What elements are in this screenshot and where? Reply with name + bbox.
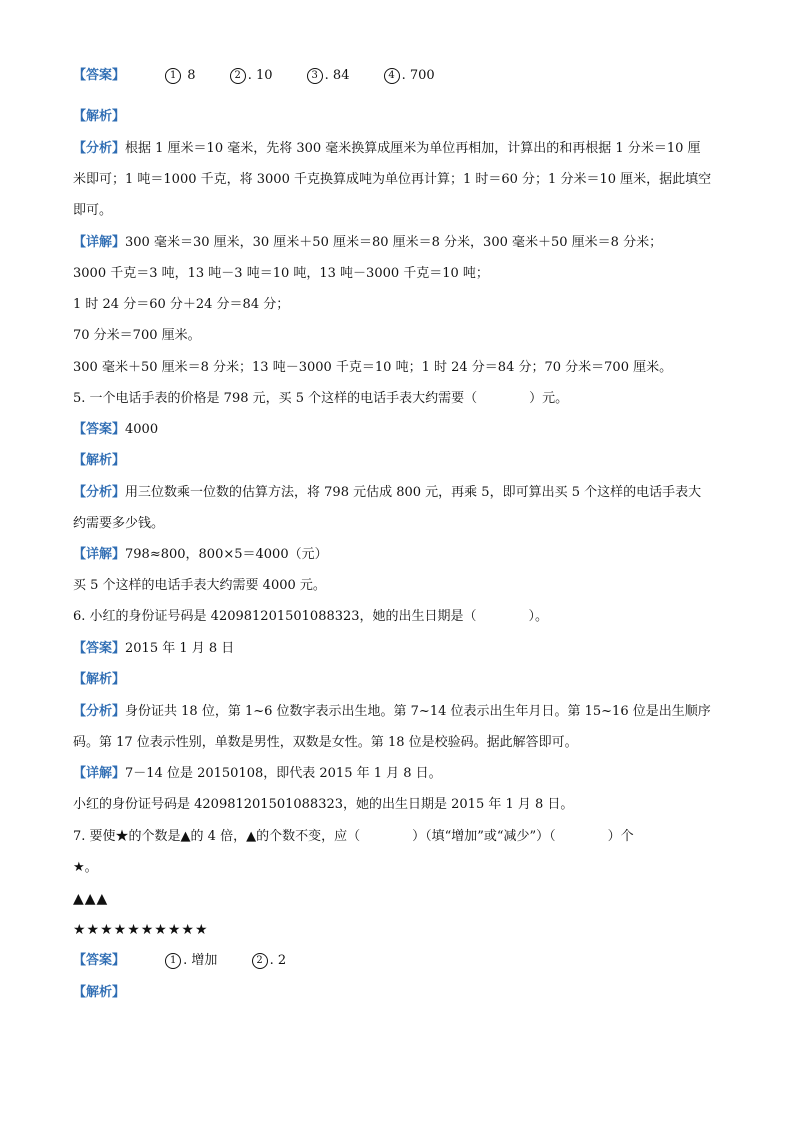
xiangjie-line: 【详解】300 毫米＝30 厘米，30 厘米＋50 厘米＝80 厘米＝8 分米，300 毫米＋50 厘米＝8 分米； bbox=[73, 235, 663, 250]
circled-number: 2 bbox=[252, 953, 268, 969]
fenxi-line: 【分析】用三位数乘一位数的估算方法，将 798 元估成 800 元，再乘 5，即可算出买 5 个这样的电话手表大 bbox=[73, 485, 702, 500]
text-line: 即可。 bbox=[73, 203, 113, 218]
answer-tag: 【答案】 bbox=[73, 953, 126, 968]
text-line: 小红的身份证号码是 420981201501088323，她的出生日期是 2015 年 1 月 8 日。 bbox=[73, 797, 574, 812]
analysis-heading: 【解析】 bbox=[73, 109, 126, 124]
circled-number: 1 bbox=[165, 68, 181, 84]
triangles-row: ▲▲▲ bbox=[73, 891, 109, 907]
answer-item-1: 1 . 增加 bbox=[165, 953, 217, 968]
xiangjie-tag: 【详解】 bbox=[73, 547, 126, 562]
fenxi-line: 【分析】根据 1 厘米＝10 毫米，先将 300 毫米换算成厘米为单位再相加，计算出的和再根据 1 分米＝10 厘 bbox=[73, 141, 701, 156]
text-line: 70 分米＝700 厘米。 bbox=[73, 328, 201, 343]
fenxi-line: 【分析】身份证共 18 位，第 1~6 位数字表示出生地。第 7~14 位表示出生年月日。第 15~16 位是出生顺序 bbox=[73, 704, 711, 719]
text-line: 300 毫米＋50 厘米＝8 分米；13 吨－3000 千克＝10 吨；1 时 24 分＝84 分；70 分米＝700 厘米。 bbox=[73, 360, 673, 375]
fenxi-tag: 【分析】 bbox=[73, 704, 126, 719]
answer-item-2: 2 . 10 bbox=[230, 68, 273, 83]
xiangjie-line: 【详解】798≈800，800×5＝4000（元） bbox=[73, 547, 328, 562]
xiangjie-line: 【详解】7－14 位是 20150108，即代表 2015 年 1 月 8 日。 bbox=[73, 766, 442, 781]
question-5: 5. 一个电话手表的价格是 798 元，买 5 个这样的电话手表大约需要（ ）元。 bbox=[73, 391, 569, 406]
answer-item-3: 3 . 84 bbox=[307, 68, 350, 83]
question-6: 6. 小红的身份证号码是 420981201501088323，她的出生日期是（ ）。 bbox=[73, 609, 549, 624]
circled-number: 1 bbox=[165, 953, 181, 969]
answer-tag: 【答案】 bbox=[73, 422, 126, 437]
answer-item-1: 1 8 bbox=[165, 68, 195, 83]
text-line: 码。第 17 位表示性别，单数是男性，双数是女性。第 18 位是校验码。据此解答即可。 bbox=[73, 735, 578, 750]
analysis-heading: 【解析】 bbox=[73, 672, 126, 687]
text-line: 3000 千克＝3 吨，13 吨－3 吨＝10 吨，13 吨－3000 千克＝10 吨； bbox=[73, 266, 489, 281]
analysis-heading: 【解析】 bbox=[73, 985, 126, 1000]
answer-line-q6: 【答案】2015 年 1 月 8 日 bbox=[73, 641, 235, 656]
answer-item-4: 4 . 700 bbox=[384, 68, 435, 83]
xiangjie-tag: 【详解】 bbox=[73, 766, 126, 781]
answer-tag: 【答案】 bbox=[73, 68, 126, 83]
question-7: 7. 要使★的个数是▲的 4 倍，▲的个数不变，应（ ）（填“增加”或“减少”）（ ）个 bbox=[73, 829, 634, 844]
answer-item-2: 2 . 2 bbox=[252, 953, 287, 968]
text-line: 买 5 个这样的电话手表大约需要 4000 元。 bbox=[73, 578, 326, 593]
fenxi-tag: 【分析】 bbox=[73, 485, 126, 500]
fenxi-tag: 【分析】 bbox=[73, 141, 126, 156]
analysis-heading: 【解析】 bbox=[73, 453, 126, 468]
answer-line-q4 bbox=[73, 66, 733, 86]
question-7-cont: ★。 bbox=[73, 860, 98, 875]
answer-line-q7 bbox=[73, 951, 733, 971]
answer-tag: 【答案】 bbox=[73, 641, 126, 656]
text-line: 米即可；1 吨＝1000 千克，将 3000 千克换算成吨为单位再计算；1 时＝60 分；1 分米＝10 厘米，据此填空 bbox=[73, 172, 712, 187]
stars-row: ★★★★★★★★★★ bbox=[73, 922, 209, 938]
text-line: 约需要多少钱。 bbox=[73, 516, 165, 531]
answer-line-q5: 【答案】4000 bbox=[73, 422, 159, 437]
circled-number: 4 bbox=[384, 68, 400, 84]
circled-number: 2 bbox=[230, 68, 246, 84]
xiangjie-tag: 【详解】 bbox=[73, 235, 126, 250]
text-line: 1 时 24 分＝60 分＋24 分＝84 分； bbox=[73, 297, 290, 312]
circled-number: 3 bbox=[307, 68, 323, 84]
